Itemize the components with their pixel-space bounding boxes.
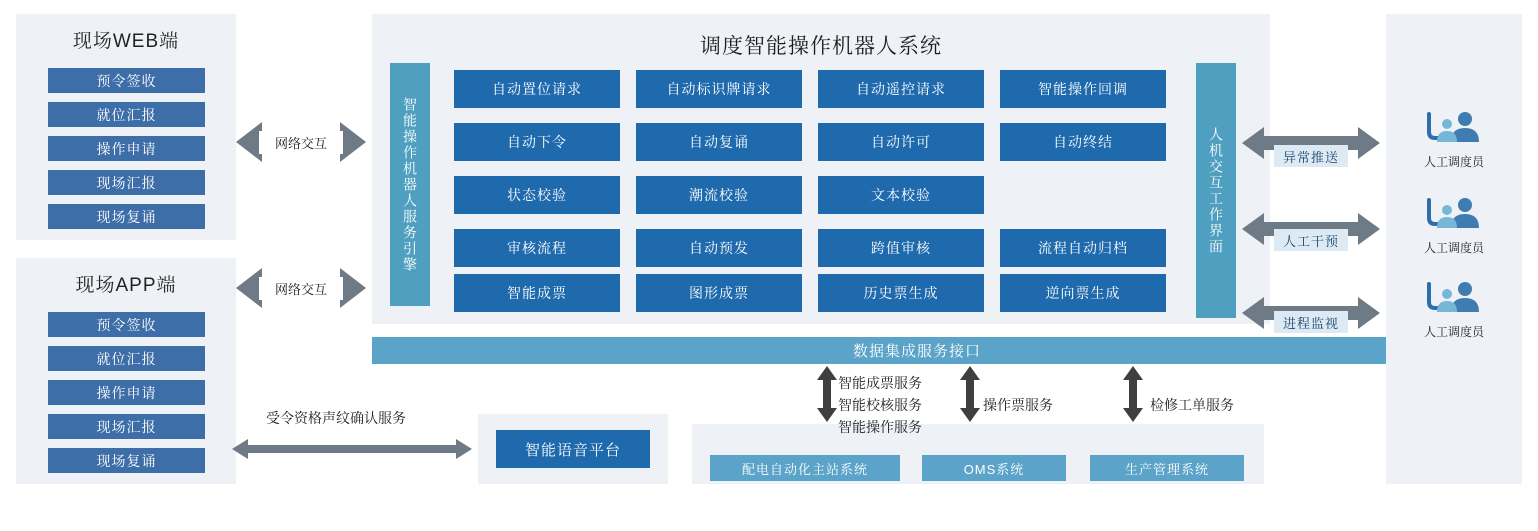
operator-2-label: 人工调度员 [1423,325,1484,339]
core-cell-0-0[interactable]: 自动置位请求 [454,70,620,108]
service-group-three-label: 检修工单服务 [1150,397,1234,413]
core-cell-2-1[interactable]: 潮流校验 [636,176,802,214]
core-cell-4-3[interactable]: 逆向票生成 [1000,274,1166,312]
operator-0 [1404,110,1504,170]
external-system-0[interactable]: 配电自动化主站系统 [710,455,900,481]
service-group-one-label-2: 智能操作服务 [838,419,922,435]
service-group-one-label-1: 智能校核服务 [838,397,922,413]
arrow-maintenance-order-service [1118,366,1148,422]
operator-2 [1404,280,1504,340]
operator-0-label: 人工调度员 [1423,155,1484,169]
arrow-voice-confirm [232,432,472,466]
external-system-2[interactable]: 生产管理系统 [1090,455,1244,481]
core-cell-1-3[interactable]: 自动终结 [1000,123,1166,161]
web-panel-title: 现场WEB端 [72,31,180,52]
web-panel-item-3[interactable]: 现场汇报 [48,170,205,195]
core-cell-4-1[interactable]: 图形成票 [636,274,802,312]
web-panel [16,14,236,240]
web-panel-item-0[interactable]: 预令签收 [48,68,205,93]
arrow-operation-ticket-service [955,366,985,422]
arrow-app-network-label: 网络交互 [259,277,343,300]
app-panel-item-1[interactable]: 就位汇报 [48,346,205,371]
operator-1-label: 人工调度员 [1423,241,1484,255]
arrow-manual-intervention-label: 人工干预 [1274,229,1348,251]
web-panel-item-1[interactable]: 就位汇报 [48,102,205,127]
app-panel-item-2[interactable]: 操作申请 [48,380,205,405]
core-cell-3-1[interactable]: 自动预发 [636,229,802,267]
core-cell-4-0[interactable]: 智能成票 [454,274,620,312]
web-panel-item-4[interactable]: 现场复诵 [48,204,205,229]
web-panel-item-2[interactable]: 操作申请 [48,136,205,161]
core-cell-4-2[interactable]: 历史票生成 [818,274,984,312]
app-panel-item-3[interactable]: 现场汇报 [48,414,205,439]
engine-bar: 智能操作机器人服务引擎 [390,63,430,306]
arrow-voice-confirm-label: 受令资格声纹确认服务 [266,410,406,426]
service-group-one-label-0: 智能成票服务 [838,375,922,391]
ui-bar: 人机交互工作界面 [1196,63,1236,318]
core-cell-2-2[interactable]: 文本校验 [818,176,984,214]
app-panel-item-0[interactable]: 预令签收 [48,312,205,337]
core-cell-3-0[interactable]: 审核流程 [454,229,620,267]
operator-icon [1423,196,1485,232]
arrow-process-monitor-label: 进程监视 [1274,311,1348,333]
diagram-title: 调度智能操作机器人系统 [700,35,942,58]
arrow-web-network-label: 网络交互 [259,131,343,154]
core-cell-0-1[interactable]: 自动标识牌请求 [636,70,802,108]
core-cell-2-0[interactable]: 状态校验 [454,176,620,214]
core-cell-0-3[interactable]: 智能操作回调 [1000,70,1166,108]
app-panel-item-4[interactable]: 现场复诵 [48,448,205,473]
core-cell-1-2[interactable]: 自动许可 [818,123,984,161]
operator-1 [1404,196,1504,256]
voice-platform-box[interactable]: 智能语音平台 [496,430,650,468]
service-group-two-label: 操作票服务 [983,397,1053,413]
data-integration-bus: 数据集成服务接口 [372,337,1462,364]
arrow-exception-push-label: 异常推送 [1274,145,1348,167]
core-cell-1-1[interactable]: 自动复诵 [636,123,802,161]
external-system-1[interactable]: OMS系统 [922,455,1066,481]
core-cell-3-3[interactable]: 流程自动归档 [1000,229,1166,267]
core-cell-3-2[interactable]: 跨值审核 [818,229,984,267]
app-panel [16,258,236,484]
operator-icon [1423,110,1485,146]
core-cell-0-2[interactable]: 自动遥控请求 [818,70,984,108]
core-cell-1-0[interactable]: 自动下令 [454,123,620,161]
app-panel-title: 现场APP端 [75,275,177,296]
operator-icon [1423,280,1485,316]
